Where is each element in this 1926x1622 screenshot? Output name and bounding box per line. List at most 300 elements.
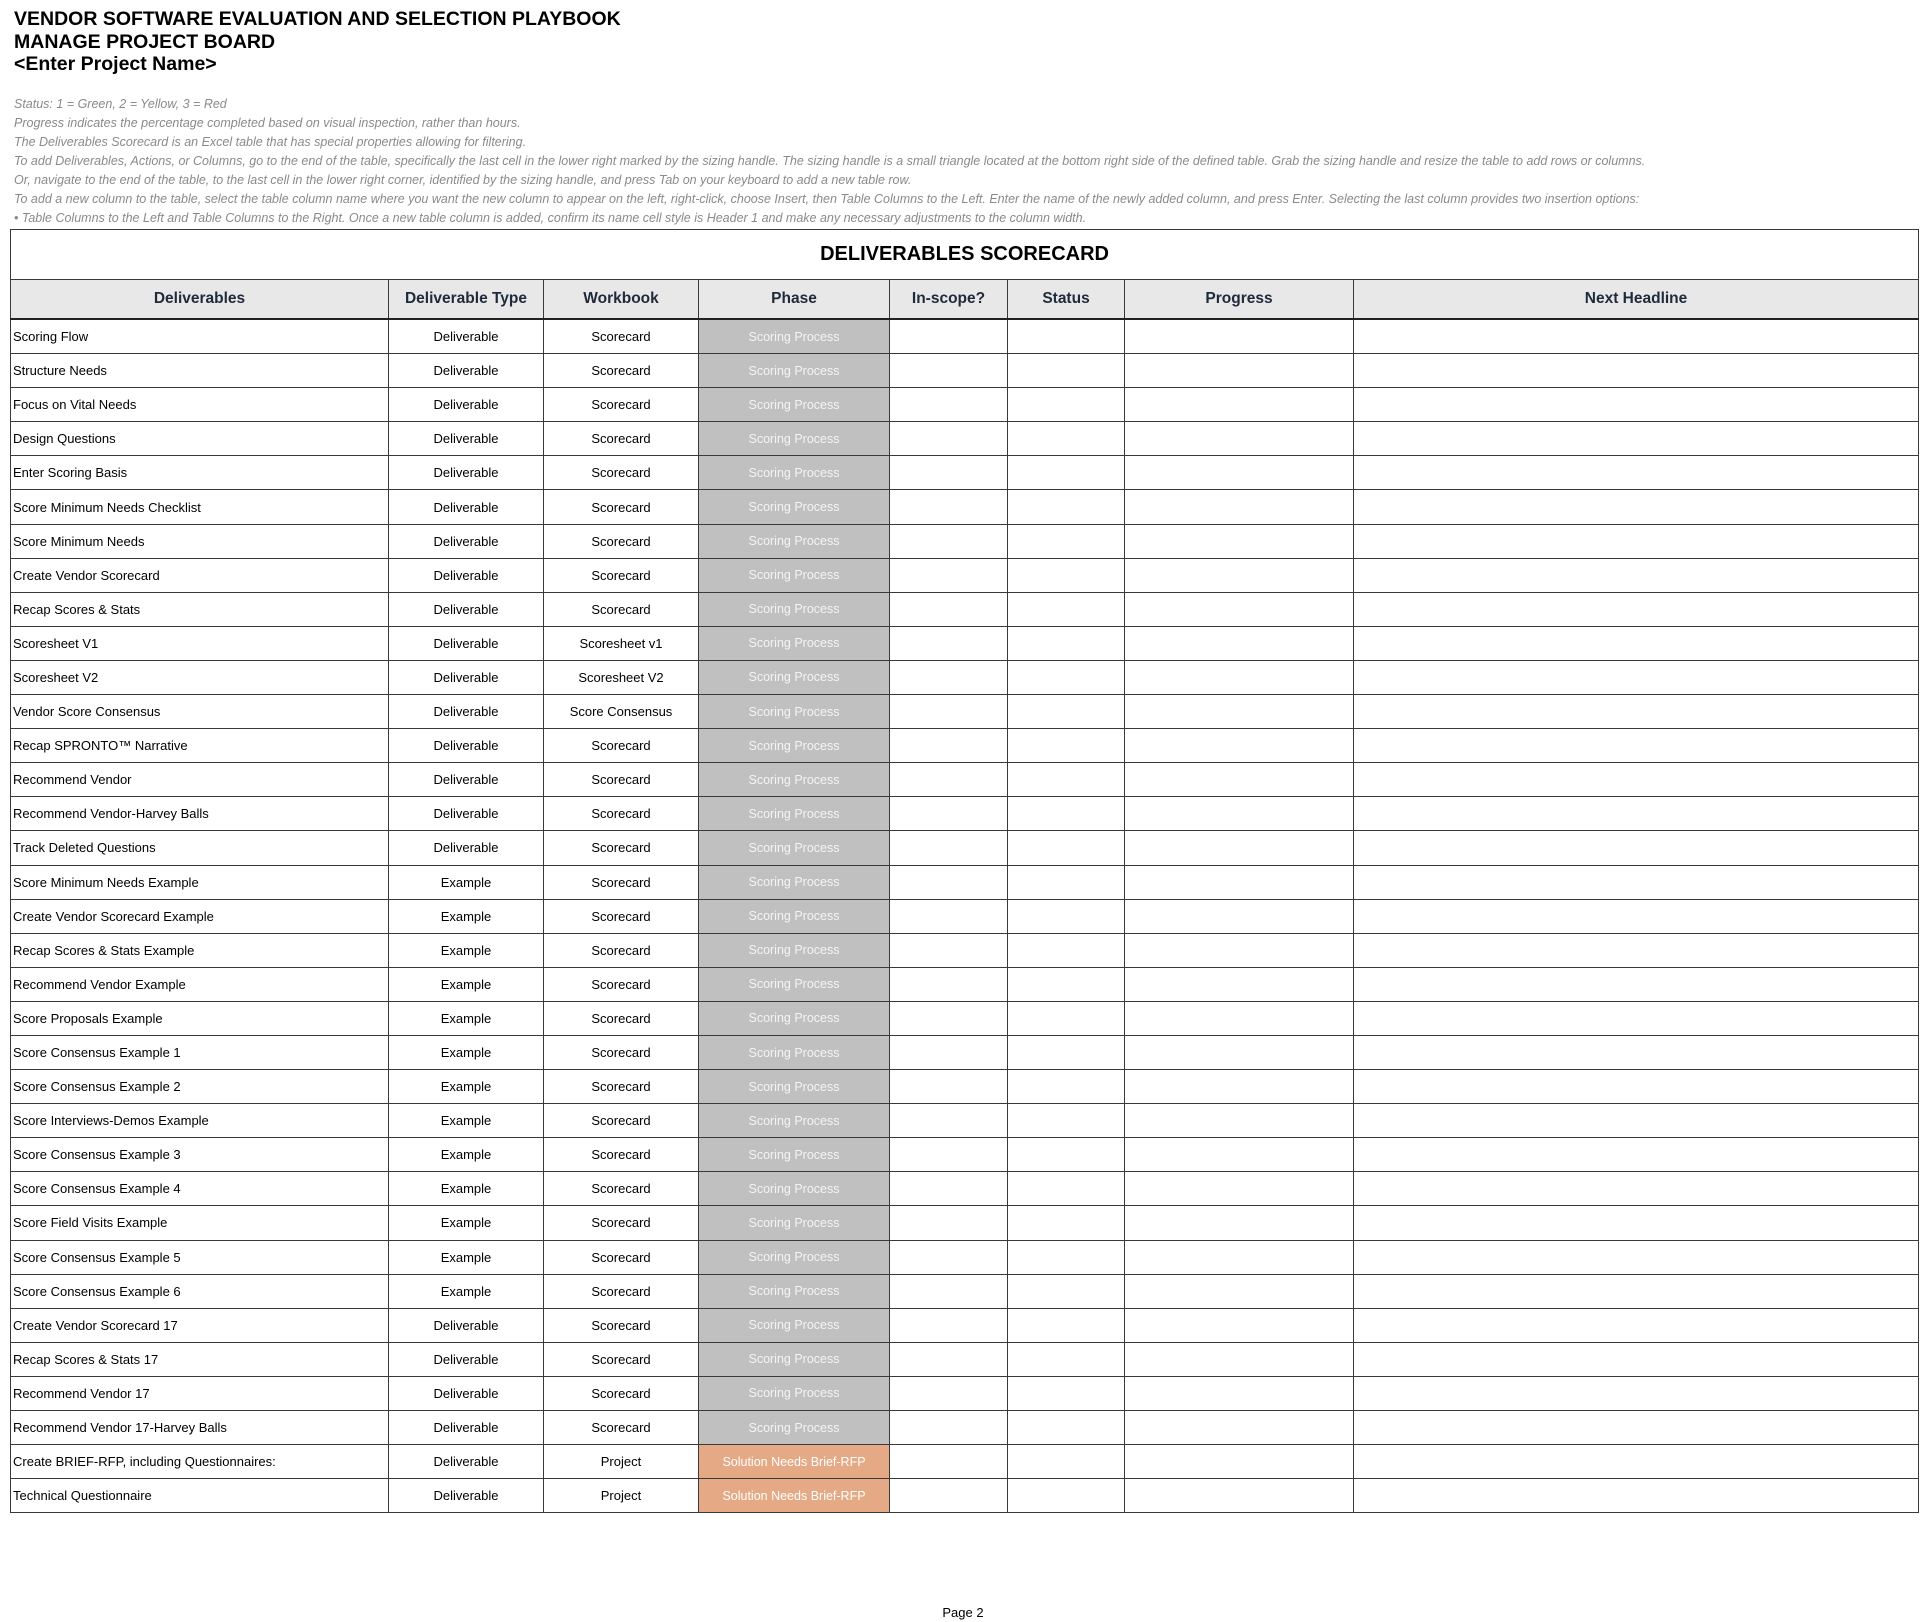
status-cell[interactable] — [1008, 729, 1125, 763]
next-headline-cell[interactable] — [1354, 592, 1919, 626]
status-cell[interactable] — [1008, 660, 1125, 694]
deliverable-cell[interactable]: Recommend Vendor Example — [11, 967, 389, 1001]
workbook-cell[interactable]: Scorecard — [544, 1001, 699, 1035]
deliverable-type-cell[interactable]: Deliverable — [389, 388, 544, 422]
in-scope-cell[interactable] — [890, 524, 1008, 558]
status-cell[interactable] — [1008, 558, 1125, 592]
deliverable-type-cell[interactable]: Deliverable — [389, 354, 544, 388]
deliverable-cell[interactable]: Recommend Vendor 17 — [11, 1376, 389, 1410]
phase-cell[interactable]: Scoring Process — [699, 319, 890, 354]
progress-cell[interactable] — [1125, 695, 1354, 729]
workbook-cell[interactable]: Scorecard — [544, 967, 699, 1001]
status-cell[interactable] — [1008, 1445, 1125, 1479]
progress-cell[interactable] — [1125, 558, 1354, 592]
in-scope-cell[interactable] — [890, 1206, 1008, 1240]
next-headline-cell[interactable] — [1354, 1172, 1919, 1206]
next-headline-cell[interactable] — [1354, 558, 1919, 592]
status-cell[interactable] — [1008, 1342, 1125, 1376]
phase-cell[interactable]: Scoring Process — [699, 933, 890, 967]
next-headline-cell[interactable] — [1354, 1376, 1919, 1410]
deliverable-type-cell[interactable]: Example — [389, 1001, 544, 1035]
column-header-deliverables[interactable]: Deliverables — [11, 280, 389, 320]
deliverable-type-cell[interactable]: Deliverable — [389, 660, 544, 694]
workbook-cell[interactable]: Scorecard — [544, 933, 699, 967]
progress-cell[interactable] — [1125, 1172, 1354, 1206]
phase-cell[interactable]: Scoring Process — [699, 354, 890, 388]
next-headline-cell[interactable] — [1354, 1342, 1919, 1376]
phase-cell[interactable]: Scoring Process — [699, 524, 890, 558]
in-scope-cell[interactable] — [890, 1479, 1008, 1513]
progress-cell[interactable] — [1125, 1240, 1354, 1274]
deliverable-cell[interactable]: Recap Scores & Stats — [11, 592, 389, 626]
status-cell[interactable] — [1008, 695, 1125, 729]
status-cell[interactable] — [1008, 831, 1125, 865]
in-scope-cell[interactable] — [890, 319, 1008, 354]
deliverable-cell[interactable]: Create Vendor Scorecard Example — [11, 899, 389, 933]
phase-cell[interactable]: Scoring Process — [699, 1172, 890, 1206]
deliverable-cell[interactable]: Recommend Vendor 17-Harvey Balls — [11, 1411, 389, 1445]
phase-cell[interactable]: Scoring Process — [699, 1104, 890, 1138]
deliverable-cell[interactable]: Score Consensus Example 1 — [11, 1035, 389, 1069]
in-scope-cell[interactable] — [890, 1342, 1008, 1376]
deliverable-cell[interactable]: Track Deleted Questions — [11, 831, 389, 865]
deliverable-cell[interactable]: Create BRIEF-RFP, including Questionnaires: — [11, 1445, 389, 1479]
deliverable-type-cell[interactable]: Deliverable — [389, 1342, 544, 1376]
deliverable-cell[interactable]: Score Field Visits Example — [11, 1206, 389, 1240]
in-scope-cell[interactable] — [890, 797, 1008, 831]
progress-cell[interactable] — [1125, 967, 1354, 1001]
progress-cell[interactable] — [1125, 729, 1354, 763]
status-cell[interactable] — [1008, 1206, 1125, 1240]
status-cell[interactable] — [1008, 1411, 1125, 1445]
progress-cell[interactable] — [1125, 592, 1354, 626]
deliverable-type-cell[interactable]: Deliverable — [389, 626, 544, 660]
progress-cell[interactable] — [1125, 1035, 1354, 1069]
in-scope-cell[interactable] — [890, 865, 1008, 899]
progress-cell[interactable] — [1125, 490, 1354, 524]
phase-cell[interactable]: Scoring Process — [699, 592, 890, 626]
progress-cell[interactable] — [1125, 1308, 1354, 1342]
status-cell[interactable] — [1008, 1035, 1125, 1069]
next-headline-cell[interactable] — [1354, 865, 1919, 899]
workbook-cell[interactable]: Scorecard — [544, 1411, 699, 1445]
in-scope-cell[interactable] — [890, 763, 1008, 797]
progress-cell[interactable] — [1125, 1206, 1354, 1240]
in-scope-cell[interactable] — [890, 729, 1008, 763]
next-headline-cell[interactable] — [1354, 967, 1919, 1001]
phase-cell[interactable]: Scoring Process — [699, 1308, 890, 1342]
progress-cell[interactable] — [1125, 899, 1354, 933]
workbook-cell[interactable]: Scorecard — [544, 456, 699, 490]
deliverable-type-cell[interactable]: Deliverable — [389, 1411, 544, 1445]
workbook-cell[interactable]: Scorecard — [544, 524, 699, 558]
next-headline-cell[interactable] — [1354, 1308, 1919, 1342]
status-cell[interactable] — [1008, 1138, 1125, 1172]
deliverable-type-cell[interactable]: Deliverable — [389, 763, 544, 797]
workbook-cell[interactable]: Scorecard — [544, 1206, 699, 1240]
note-line: Status: 1 = Green, 2 = Yellow, 3 = Red — [14, 97, 227, 111]
deliverable-type-cell[interactable]: Deliverable — [389, 729, 544, 763]
in-scope-cell[interactable] — [890, 695, 1008, 729]
phase-cell[interactable]: Scoring Process — [699, 1376, 890, 1410]
document-header — [14, 8, 621, 76]
workbook-cell[interactable]: Scorecard — [544, 1172, 699, 1206]
deliverable-cell[interactable]: Score Consensus Example 4 — [11, 1172, 389, 1206]
workbook-cell[interactable]: Scorecard — [544, 1274, 699, 1308]
table-row — [11, 456, 1919, 490]
progress-cell[interactable] — [1125, 354, 1354, 388]
project-name[interactable]: <Enter Project Name> — [14, 53, 217, 75]
deliverable-cell[interactable]: Score Minimum Needs — [11, 524, 389, 558]
deliverable-cell[interactable]: Create Vendor Scorecard — [11, 558, 389, 592]
deliverable-type-cell[interactable]: Deliverable — [389, 319, 544, 354]
in-scope-cell[interactable] — [890, 1104, 1008, 1138]
deliverable-cell[interactable]: Vendor Score Consensus — [11, 695, 389, 729]
status-cell[interactable] — [1008, 388, 1125, 422]
next-headline-cell[interactable] — [1354, 1206, 1919, 1240]
deliverable-cell[interactable]: Score Consensus Example 6 — [11, 1274, 389, 1308]
in-scope-cell[interactable] — [890, 626, 1008, 660]
phase-cell[interactable]: Scoring Process — [699, 797, 890, 831]
deliverable-cell[interactable]: Score Consensus Example 5 — [11, 1240, 389, 1274]
deliverable-cell[interactable]: Recap Scores & Stats 17 — [11, 1342, 389, 1376]
next-headline-cell[interactable] — [1354, 319, 1919, 354]
workbook-cell[interactable]: Scorecard — [544, 1308, 699, 1342]
status-cell[interactable] — [1008, 1479, 1125, 1513]
in-scope-cell[interactable] — [890, 1308, 1008, 1342]
workbook-cell[interactable]: Scorecard — [544, 558, 699, 592]
deliverable-type-cell[interactable]: Deliverable — [389, 1376, 544, 1410]
phase-cell[interactable]: Scoring Process — [699, 1206, 890, 1240]
next-headline-cell[interactable] — [1354, 695, 1919, 729]
phase-cell[interactable]: Scoring Process — [699, 626, 890, 660]
progress-cell[interactable] — [1125, 1411, 1354, 1445]
progress-cell[interactable] — [1125, 797, 1354, 831]
deliverable-cell[interactable]: Scoresheet V2 — [11, 660, 389, 694]
next-headline-cell[interactable] — [1354, 1240, 1919, 1274]
phase-cell[interactable]: Scoring Process — [699, 1240, 890, 1274]
status-cell[interactable] — [1008, 524, 1125, 558]
phase-cell[interactable]: Scoring Process — [699, 831, 890, 865]
status-cell[interactable] — [1008, 967, 1125, 1001]
status-cell[interactable] — [1008, 1240, 1125, 1274]
workbook-cell[interactable]: Scorecard — [544, 899, 699, 933]
phase-cell[interactable]: Scoring Process — [699, 1138, 890, 1172]
progress-cell[interactable] — [1125, 1001, 1354, 1035]
deliverable-type-cell[interactable]: Example — [389, 1138, 544, 1172]
workbook-cell[interactable]: Project — [544, 1445, 699, 1479]
workbook-cell[interactable]: Scorecard — [544, 865, 699, 899]
status-cell[interactable] — [1008, 1376, 1125, 1410]
status-cell[interactable] — [1008, 797, 1125, 831]
deliverable-type-cell[interactable]: Example — [389, 1240, 544, 1274]
status-cell[interactable] — [1008, 319, 1125, 354]
next-headline-cell[interactable] — [1354, 933, 1919, 967]
progress-cell[interactable] — [1125, 1070, 1354, 1104]
progress-cell[interactable] — [1125, 388, 1354, 422]
in-scope-cell[interactable] — [890, 1274, 1008, 1308]
deliverable-cell[interactable]: Scoring Flow — [11, 319, 389, 354]
deliverable-cell[interactable]: Scoresheet V1 — [11, 626, 389, 660]
phase-cell[interactable]: Scoring Process — [699, 899, 890, 933]
workbook-cell[interactable]: Score Consensus — [544, 695, 699, 729]
workbook-cell[interactable]: Scorecard — [544, 831, 699, 865]
deliverable-type-cell[interactable]: Deliverable — [389, 1308, 544, 1342]
next-headline-cell[interactable] — [1354, 422, 1919, 456]
progress-cell[interactable] — [1125, 1479, 1354, 1513]
next-headline-cell[interactable] — [1354, 899, 1919, 933]
status-cell[interactable] — [1008, 1308, 1125, 1342]
column-header-progress[interactable]: Progress — [1125, 280, 1354, 320]
status-cell[interactable] — [1008, 490, 1125, 524]
phase-cell[interactable]: Scoring Process — [699, 490, 890, 524]
deliverable-type-cell[interactable]: Example — [389, 899, 544, 933]
next-headline-cell[interactable] — [1354, 456, 1919, 490]
deliverable-cell[interactable]: Score Proposals Example — [11, 1001, 389, 1035]
in-scope-cell[interactable] — [890, 1001, 1008, 1035]
in-scope-cell[interactable] — [890, 1376, 1008, 1410]
deliverable-cell[interactable]: Create Vendor Scorecard 17 — [11, 1308, 389, 1342]
in-scope-cell[interactable] — [890, 831, 1008, 865]
progress-cell[interactable] — [1125, 626, 1354, 660]
column-header-deliverable-type[interactable]: Deliverable Type — [389, 280, 544, 320]
progress-cell[interactable] — [1125, 1104, 1354, 1138]
workbook-cell[interactable]: Scorecard — [544, 1070, 699, 1104]
in-scope-cell[interactable] — [890, 422, 1008, 456]
deliverable-type-cell[interactable]: Deliverable — [389, 1445, 544, 1479]
note-line: The Deliverables Scorecard is an Excel table that has special properties allowing for filtering. — [14, 135, 527, 149]
phase-cell[interactable]: Scoring Process — [699, 1411, 890, 1445]
deliverable-type-cell[interactable]: Example — [389, 1104, 544, 1138]
progress-cell[interactable] — [1125, 524, 1354, 558]
deliverable-type-cell[interactable]: Deliverable — [389, 456, 544, 490]
deliverable-type-cell[interactable]: Example — [389, 1274, 544, 1308]
phase-cell[interactable]: Scoring Process — [699, 422, 890, 456]
phase-cell[interactable]: Scoring Process — [699, 558, 890, 592]
progress-cell[interactable] — [1125, 1138, 1354, 1172]
phase-cell[interactable]: Scoring Process — [699, 1001, 890, 1035]
in-scope-cell[interactable] — [890, 456, 1008, 490]
next-headline-cell[interactable] — [1354, 831, 1919, 865]
table-row — [11, 899, 1919, 933]
progress-cell[interactable] — [1125, 933, 1354, 967]
next-headline-cell[interactable] — [1354, 388, 1919, 422]
workbook-cell[interactable]: Scorecard — [544, 592, 699, 626]
status-cell[interactable] — [1008, 899, 1125, 933]
deliverable-cell[interactable]: Recommend Vendor — [11, 763, 389, 797]
next-headline-cell[interactable] — [1354, 763, 1919, 797]
in-scope-cell[interactable] — [890, 1172, 1008, 1206]
deliverable-cell[interactable]: Score Consensus Example 3 — [11, 1138, 389, 1172]
status-cell[interactable] — [1008, 422, 1125, 456]
next-headline-cell[interactable] — [1354, 1138, 1919, 1172]
column-header-status[interactable]: Status — [1008, 280, 1125, 320]
phase-cell[interactable]: Scoring Process — [699, 695, 890, 729]
phase-cell[interactable]: Scoring Process — [699, 388, 890, 422]
in-scope-cell[interactable] — [890, 354, 1008, 388]
progress-cell[interactable] — [1125, 763, 1354, 797]
column-header-phase[interactable]: Phase — [699, 280, 890, 320]
deliverable-cell[interactable]: Recap SPRONTO™ Narrative — [11, 729, 389, 763]
phase-cell[interactable]: Scoring Process — [699, 660, 890, 694]
next-headline-cell[interactable] — [1354, 797, 1919, 831]
phase-cell[interactable]: Scoring Process — [699, 967, 890, 1001]
deliverable-type-cell[interactable]: Deliverable — [389, 695, 544, 729]
phase-cell[interactable]: Scoring Process — [699, 865, 890, 899]
deliverable-type-cell[interactable]: Example — [389, 1172, 544, 1206]
deliverable-cell[interactable]: Technical Questionnaire — [11, 1479, 389, 1513]
progress-cell[interactable] — [1125, 1274, 1354, 1308]
in-scope-cell[interactable] — [890, 1445, 1008, 1479]
in-scope-cell[interactable] — [890, 967, 1008, 1001]
workbook-cell[interactable]: Scorecard — [544, 422, 699, 456]
deliverable-type-cell[interactable]: Deliverable — [389, 558, 544, 592]
deliverable-cell[interactable]: Enter Scoring Basis — [11, 456, 389, 490]
phase-cell[interactable]: Scoring Process — [699, 1274, 890, 1308]
phase-cell[interactable]: Scoring Process — [699, 1035, 890, 1069]
next-headline-cell[interactable] — [1354, 1104, 1919, 1138]
phase-cell[interactable]: Scoring Process — [699, 1342, 890, 1376]
deliverable-type-cell[interactable]: Deliverable — [389, 831, 544, 865]
in-scope-cell[interactable] — [890, 933, 1008, 967]
status-cell[interactable] — [1008, 1104, 1125, 1138]
note-line: To add a new column to the table, select the table column name where you want the new column to appear on the left, right-click, choose Insert, then Table Columns to the Left. Enter the name of the newly added column, and press Enter. Selecting the last column provides two insertion options: — [14, 192, 1640, 206]
next-headline-cell[interactable] — [1354, 524, 1919, 558]
phase-cell[interactable]: Scoring Process — [699, 763, 890, 797]
in-scope-cell[interactable] — [890, 1138, 1008, 1172]
in-scope-cell[interactable] — [890, 1240, 1008, 1274]
phase-cell[interactable]: Scoring Process — [699, 456, 890, 490]
progress-cell[interactable] — [1125, 456, 1354, 490]
deliverable-cell[interactable]: Structure Needs — [11, 354, 389, 388]
next-headline-cell[interactable] — [1354, 1001, 1919, 1035]
deliverable-cell[interactable]: Design Questions — [11, 422, 389, 456]
deliverable-cell[interactable]: Focus on Vital Needs — [11, 388, 389, 422]
phase-cell[interactable]: Solution Needs Brief-RFP — [699, 1445, 890, 1479]
phase-cell[interactable]: Solution Needs Brief-RFP — [699, 1479, 890, 1513]
status-cell[interactable] — [1008, 592, 1125, 626]
workbook-cell[interactable]: Scorecard — [544, 388, 699, 422]
next-headline-cell[interactable] — [1354, 1479, 1919, 1513]
progress-cell[interactable] — [1125, 865, 1354, 899]
in-scope-cell[interactable] — [890, 592, 1008, 626]
deliverable-cell[interactable]: Score Minimum Needs Example — [11, 865, 389, 899]
deliverable-type-cell[interactable]: Example — [389, 1035, 544, 1069]
deliverable-type-cell[interactable]: Deliverable — [389, 490, 544, 524]
next-headline-cell[interactable] — [1354, 354, 1919, 388]
workbook-cell[interactable]: Scorecard — [544, 1376, 699, 1410]
progress-cell[interactable] — [1125, 831, 1354, 865]
next-headline-cell[interactable] — [1354, 1070, 1919, 1104]
status-cell[interactable] — [1008, 763, 1125, 797]
phase-cell[interactable]: Scoring Process — [699, 729, 890, 763]
in-scope-cell[interactable] — [890, 1070, 1008, 1104]
deliverable-type-cell[interactable]: Example — [389, 1070, 544, 1104]
in-scope-cell[interactable] — [890, 558, 1008, 592]
workbook-cell[interactable]: Scorecard — [544, 490, 699, 524]
in-scope-cell[interactable] — [890, 660, 1008, 694]
status-cell[interactable] — [1008, 626, 1125, 660]
in-scope-cell[interactable] — [890, 1035, 1008, 1069]
status-cell[interactable] — [1008, 456, 1125, 490]
progress-cell[interactable] — [1125, 1445, 1354, 1479]
workbook-cell[interactable]: Scorecard — [544, 354, 699, 388]
deliverable-type-cell[interactable]: Deliverable — [389, 797, 544, 831]
in-scope-cell[interactable] — [890, 1411, 1008, 1445]
page-number: Page 2 — [942, 1605, 984, 1620]
workbook-cell[interactable]: Scorecard — [544, 1104, 699, 1138]
column-header-next-headline[interactable]: Next Headline — [1354, 280, 1919, 320]
next-headline-cell[interactable] — [1354, 1411, 1919, 1445]
in-scope-cell[interactable] — [890, 388, 1008, 422]
deliverable-cell[interactable]: Recommend Vendor-Harvey Balls — [11, 797, 389, 831]
workbook-cell[interactable]: Scorecard — [544, 763, 699, 797]
deliverable-type-cell[interactable]: Example — [389, 865, 544, 899]
next-headline-cell[interactable] — [1354, 490, 1919, 524]
workbook-cell[interactable]: Scorecard — [544, 1342, 699, 1376]
deliverable-type-cell[interactable]: Deliverable — [389, 592, 544, 626]
deliverable-cell[interactable]: Recap Scores & Stats Example — [11, 933, 389, 967]
status-cell[interactable] — [1008, 1274, 1125, 1308]
deliverable-type-cell[interactable]: Example — [389, 933, 544, 967]
next-headline-cell[interactable] — [1354, 729, 1919, 763]
deliverable-type-cell[interactable]: Example — [389, 1206, 544, 1240]
next-headline-cell[interactable] — [1354, 1445, 1919, 1479]
deliverable-cell[interactable]: Score Consensus Example 2 — [11, 1070, 389, 1104]
in-scope-cell[interactable] — [890, 490, 1008, 524]
deliverable-type-cell[interactable]: Deliverable — [389, 524, 544, 558]
deliverable-cell[interactable]: Score Interviews-Demos Example — [11, 1104, 389, 1138]
table-row — [11, 729, 1919, 763]
progress-cell[interactable] — [1125, 1342, 1354, 1376]
status-cell[interactable] — [1008, 933, 1125, 967]
column-header-in-scope[interactable]: In-scope? — [890, 280, 1008, 320]
column-header-workbook[interactable]: Workbook — [544, 280, 699, 320]
workbook-cell[interactable]: Scorecard — [544, 1035, 699, 1069]
table-row — [11, 933, 1919, 967]
progress-cell[interactable] — [1125, 422, 1354, 456]
deliverable-type-cell[interactable]: Deliverable — [389, 1479, 544, 1513]
workbook-cell[interactable]: Project — [544, 1479, 699, 1513]
status-cell[interactable] — [1008, 1070, 1125, 1104]
workbook-cell[interactable]: Scorecard — [544, 797, 699, 831]
progress-cell[interactable] — [1125, 319, 1354, 354]
status-cell[interactable] — [1008, 1172, 1125, 1206]
workbook-cell[interactable]: Scoresheet v1 — [544, 626, 699, 660]
workbook-cell[interactable]: Scorecard — [544, 729, 699, 763]
table-row — [11, 422, 1919, 456]
progress-cell[interactable] — [1125, 660, 1354, 694]
progress-cell[interactable] — [1125, 1376, 1354, 1410]
next-headline-cell[interactable] — [1354, 1274, 1919, 1308]
next-headline-cell[interactable] — [1354, 1035, 1919, 1069]
workbook-cell[interactable]: Scorecard — [544, 1240, 699, 1274]
next-headline-cell[interactable] — [1354, 660, 1919, 694]
status-cell[interactable] — [1008, 865, 1125, 899]
deliverable-type-cell[interactable]: Deliverable — [389, 422, 544, 456]
phase-cell[interactable]: Scoring Process — [699, 1070, 890, 1104]
table-row — [11, 1138, 1919, 1172]
workbook-cell[interactable]: Scoresheet V2 — [544, 660, 699, 694]
workbook-cell[interactable]: Scorecard — [544, 319, 699, 354]
deliverable-type-cell[interactable]: Example — [389, 967, 544, 1001]
workbook-cell[interactable]: Scorecard — [544, 1138, 699, 1172]
next-headline-cell[interactable] — [1354, 626, 1919, 660]
in-scope-cell[interactable] — [890, 899, 1008, 933]
status-cell[interactable] — [1008, 1001, 1125, 1035]
deliverable-cell[interactable]: Score Minimum Needs Checklist — [11, 490, 389, 524]
status-cell[interactable] — [1008, 354, 1125, 388]
